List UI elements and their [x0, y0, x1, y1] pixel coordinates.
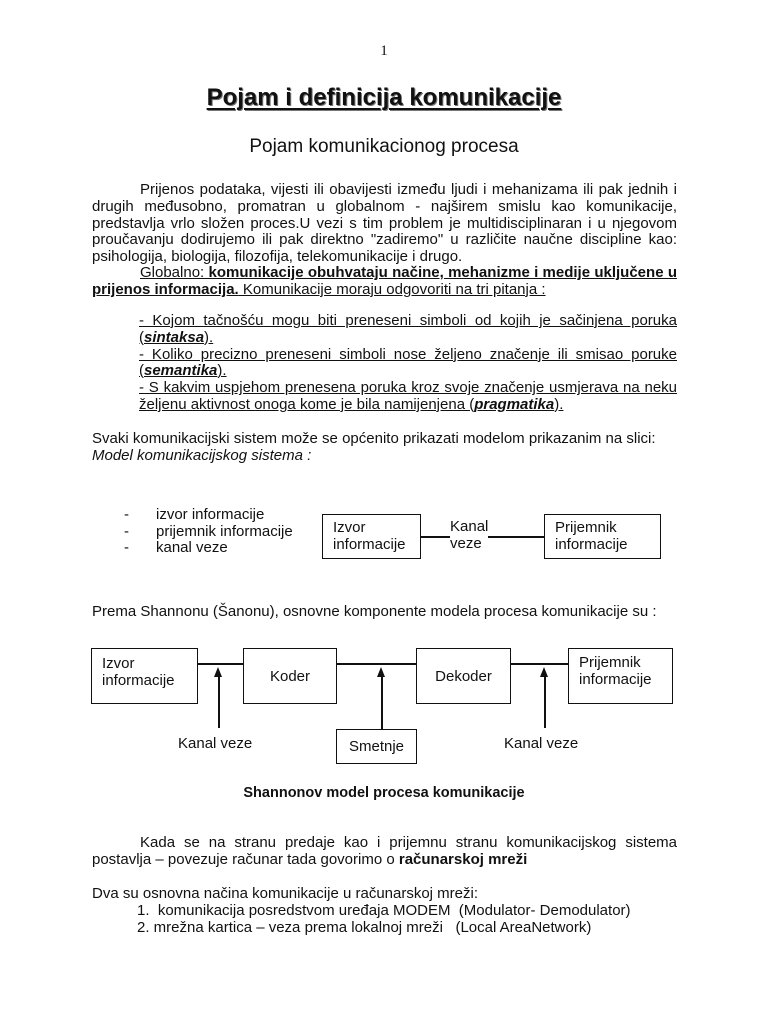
- channel-right-label: Kanal veze: [504, 735, 579, 752]
- page-number: 1: [380, 43, 388, 59]
- list-item: - prijemnik informacije: [124, 522, 293, 540]
- page-title: Pojam i definicija komunikacije: [206, 84, 562, 111]
- diagram-caption: Shannonov model procesa komunikacije: [243, 785, 525, 801]
- global-label: Globalno:: [140, 264, 209, 281]
- source-box: Izvor informacije: [322, 514, 421, 559]
- question-pragmatics: - S kakvim uspjehom prenesena poruka kroz svoje značenje usmjerava na neku željenu aktivnost onoga kome je bila namijenjena (pragmatika).: [139, 379, 677, 413]
- noise-box: Smetnje: [336, 729, 417, 764]
- model-intro: Svaki komunikacijski sistem može se općenito prikazati modelom prikazanim na slici:: [92, 430, 656, 447]
- link-coder-decoder: [337, 663, 417, 665]
- channel-left-label: Kanal veze: [178, 735, 253, 752]
- section-subtitle: Pojam komunikacionog procesa: [249, 136, 519, 157]
- term-pragmatika: pragmatika: [474, 395, 555, 413]
- list-item: - kanal veze: [124, 539, 228, 556]
- shannon-receiver-box: Prijemnik informacije: [568, 648, 673, 704]
- network-bold-text: računarskoj mreži: [398, 850, 528, 868]
- receiver-box: Prijemnik informacije: [544, 514, 661, 559]
- global-paragraph: [92, 265, 677, 299]
- term-sintaksa: sintaksa: [144, 328, 205, 346]
- decoder-box: Dekoder: [416, 648, 511, 704]
- list-item: 1. komunikacija posredstvom uređaja MODEM (Modulator- Demodulator): [137, 902, 631, 919]
- list-item: 2. mrežna kartica – veza prema lokalnoj mreži (Local AreaNetwork): [137, 919, 592, 936]
- arrow-shaft: [381, 676, 383, 730]
- global-bold-text: komunikacije obuhvataju načine, mehanizme i medije uključene u prijenos informacija.: [92, 264, 677, 298]
- network-paragraph: [92, 835, 677, 869]
- shannon-source-box: Izvor informacije: [91, 648, 198, 704]
- intro-paragraph: [92, 182, 677, 266]
- questions-list: [139, 313, 677, 414]
- component-list: [124, 507, 293, 557]
- arrow-shaft: [218, 676, 220, 728]
- link-source-coder: [198, 663, 243, 665]
- term-semantika: semantika: [144, 362, 218, 380]
- arrow-shaft: [544, 676, 546, 728]
- ways-intro: Dva su osnovna načina komunikacije u računarskoj mreži:: [92, 885, 479, 902]
- question-syntax: - Kojom tačnošću mogu biti preneseni simboli od kojih je sačinjena poruka (sintaksa).: [139, 312, 677, 346]
- network-text: Kada se na stranu predaje kao i prijemnu stranu komunikacijskog sistema postavlja – povezuje računar tada govorimo o: [92, 834, 677, 868]
- question-semantics: - Koliko precizno preneseni simboli nose željeno značenje ili smisao poruke (semantika).: [139, 345, 677, 380]
- channel-label: Kanal veze: [450, 518, 489, 552]
- ways-list: [137, 902, 631, 936]
- coder-box: Koder: [243, 648, 337, 704]
- model-label: Model komunikacijskog sistema :: [92, 447, 312, 464]
- link-decoder-receiver: [511, 663, 569, 665]
- shannon-intro: Prema Shannonu (Šanonu), osnovne komponente modela procesa komunikacije su :: [92, 603, 657, 620]
- global-rest-text: Komunikacije moraju odgovoriti na tri pitanja :: [238, 280, 546, 298]
- intro-text: Prijenos podataka, vijesti ili obavijesti između ljudi i mehanizama ili pak jednih i drugih međusobno, promatran u globalnom - najširem smislu kao komunikacije, predstavlja vrlo složen proces.U vezi s tim problem je multidisciplinaran i u njegovom proučavanju dodirujemo ili pak direktno "zadiremo" u različite naučne discipline kao: psihologija, biologija, filozofija, telekomunikacije i drugo.: [92, 181, 677, 266]
- list-item: - izvor informacije: [124, 506, 265, 523]
